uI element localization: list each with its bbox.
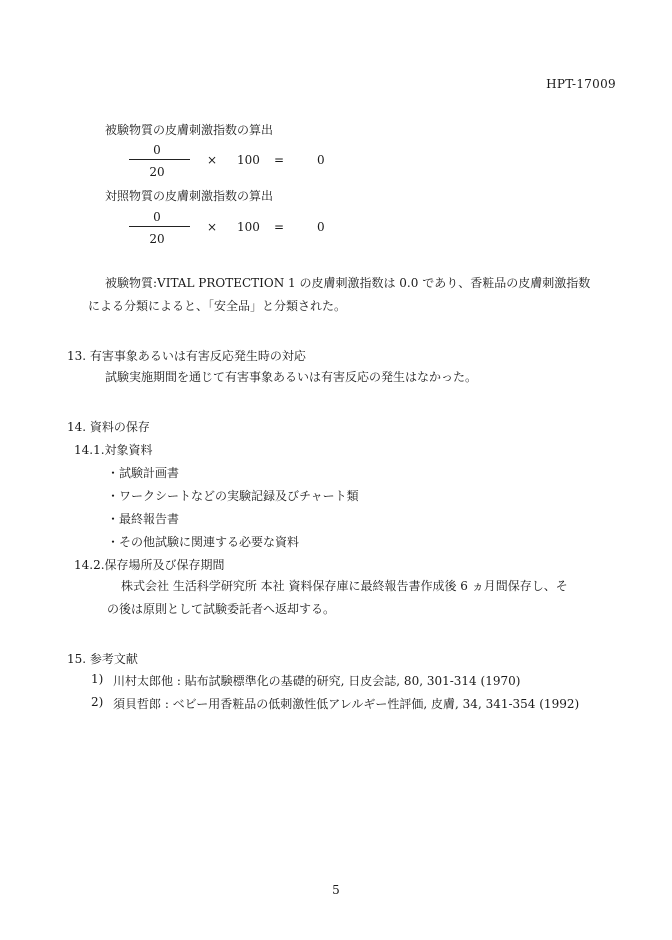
formula-1-equals: = <box>274 153 285 167</box>
formula-1-numerator: 0 <box>153 143 161 157</box>
formula-2-denominator: 20 <box>149 232 165 246</box>
formula-1-multiplier: 100 <box>237 153 260 167</box>
storage-line-2: の後は原則として試験委託者へ返却する。 <box>107 602 336 616</box>
formula-1-fraction-bar <box>129 159 190 160</box>
reference-2-text: 須貝哲郎 : ベビー用香粧品の低刺激性低アレルギー性評価, 皮膚, 34, 341-354 (1992) <box>113 697 580 711</box>
formula-2-result: 0 <box>317 220 325 234</box>
section-15-heading: 15. 参考文献 <box>67 652 138 666</box>
storage-line-1: 株式会社 生活科学研究所 本社 資料保存庫に最終報告書作成後 6 ヵ月間保存し、そ <box>121 579 568 593</box>
page-number: 5 <box>332 883 340 897</box>
document-id: HPT-17009 <box>546 77 616 91</box>
formula-2-multiplier: 100 <box>237 220 260 234</box>
list-item: ・試験計画書 <box>107 466 180 480</box>
formula-2-equals: = <box>274 220 285 234</box>
conclusion-line-1: 被験物質:VITAL PROTECTION 1 の皮膚刺激指数は 0.0 であり、香粧品の皮膚刺激指数 <box>105 276 591 290</box>
reference-2-number: 2) <box>91 695 104 709</box>
formula-1-denominator: 20 <box>149 165 165 179</box>
list-item: ・その他試験に関連する必要な資料 <box>107 535 300 549</box>
list-item: ・最終報告書 <box>107 512 180 526</box>
formula-1-times: × <box>207 153 218 167</box>
formula-1-result: 0 <box>317 153 325 167</box>
section-14-heading: 14. 資料の保存 <box>67 420 150 434</box>
section-13-body: 試験実施期間を通じて有害事象あるいは有害反応の発生はなかった。 <box>105 370 478 384</box>
reference-1-number: 1) <box>91 672 104 686</box>
list-item: ・ワークシートなどの実験記録及びチャート類 <box>107 489 359 503</box>
formula-2-times: × <box>207 220 218 234</box>
formula-2-label: 対照物質の皮膚刺激指数の算出 <box>105 189 274 203</box>
reference-1-text: 川村太郎他 : 貼布試験標準化の基礎的研究, 日皮会誌, 80, 301-314 (1970) <box>113 674 521 688</box>
section-13-heading: 13. 有害事象あるいは有害反応発生時の対応 <box>67 349 306 363</box>
section-14-1-subheading: 14.1.対象資料 <box>74 443 153 457</box>
formula-2-fraction-bar <box>129 226 190 227</box>
formula-2-numerator: 0 <box>153 210 161 224</box>
formula-1-label: 被験物質の皮膚刺激指数の算出 <box>105 123 274 137</box>
conclusion-line-2: による分類によると、「安全品」と分類された。 <box>88 299 347 313</box>
section-14-2-subheading: 14.2.保存場所及び保存期間 <box>74 558 225 572</box>
